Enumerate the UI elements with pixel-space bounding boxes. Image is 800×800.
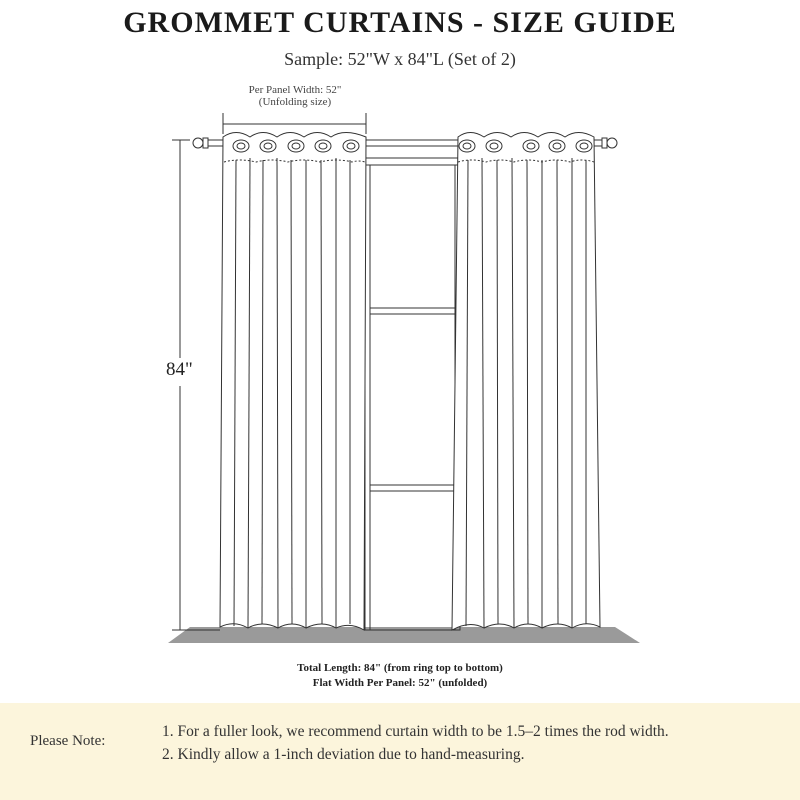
floor-shadow [168, 627, 640, 643]
measurement-summary [0, 661, 800, 691]
note-list [162, 720, 669, 766]
note-item: 2. Kindly allow a 1-inch deviation due to hand-measuring. [162, 746, 525, 763]
note-item: 1. For a fuller look, we recommend curtain width to be 1.5–2 times the rod width. [162, 723, 669, 740]
panel-width-text: Per Panel Width: 52" [248, 84, 342, 96]
note-label: Please Note: [30, 733, 106, 749]
length-dimension-line [172, 140, 220, 630]
page-title: GROMMET CURTAINS - SIZE GUIDE [123, 6, 677, 39]
flat-width-text: Flat Width Per Panel: 52" (unfolded) [312, 677, 488, 689]
length-dimension-label: 84" [166, 359, 193, 380]
width-dimension-line [223, 113, 366, 134]
right-curtain-panel [452, 133, 600, 631]
sample-size-subtitle: Sample: 52"W x 84"L (Set of 2) [284, 49, 516, 69]
window-frame [365, 158, 460, 630]
panel-width-note: (Unfolding size) [258, 96, 332, 108]
total-length-text: Total Length: 84" (from ring top to bottom) [297, 662, 503, 674]
left-curtain-panel [220, 133, 366, 631]
